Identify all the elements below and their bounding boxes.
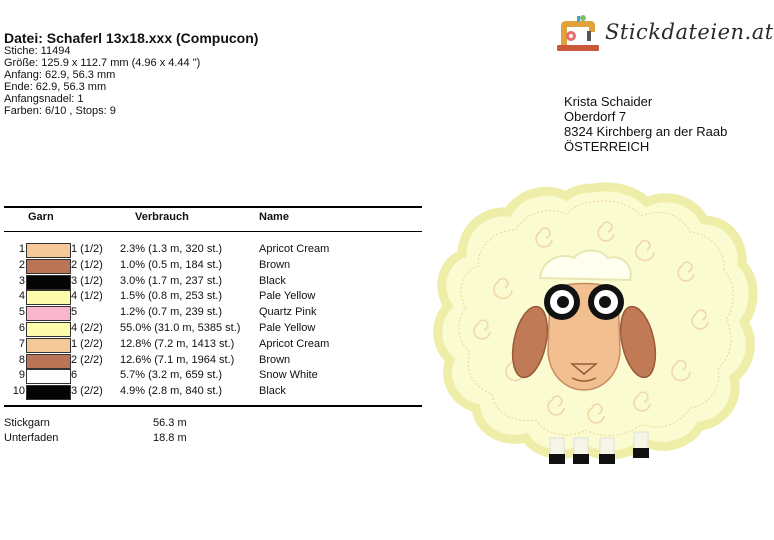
table-row — [4, 274, 424, 290]
table-row — [4, 337, 424, 353]
file-metadata — [4, 45, 200, 117]
total-label-bobbin: Unterfaden — [4, 432, 59, 444]
thread-code: 2 (1/2) — [71, 258, 103, 271]
color-swatch — [26, 259, 71, 274]
thread-code: 1 (2/2) — [71, 337, 103, 350]
thread-usage: 55.0% (31.0 m, 5385 st.) — [120, 321, 241, 334]
table-row — [4, 242, 424, 258]
thread-name: Apricot Cream — [259, 243, 330, 255]
thread-code: 4 (2/2) — [71, 321, 103, 334]
thread-usage: 3.0% (1.7 m, 237 st.) — [120, 274, 223, 287]
colors-stops: Farben: 6/10 , Stops: 9 — [4, 105, 116, 117]
total-label-thread: Stickgarn — [4, 417, 50, 429]
thread-code: 4 (1/2) — [71, 290, 103, 303]
thread-code: 2 (2/2) — [71, 353, 103, 366]
row-number: 1 — [18, 243, 25, 255]
table-row — [4, 305, 424, 321]
row-number: 6 — [18, 321, 25, 334]
table-bottom-rule — [4, 405, 422, 407]
table-row — [4, 258, 424, 274]
table-row — [4, 353, 424, 369]
brand-logo — [555, 14, 774, 54]
thread-usage: 1.2% (0.7 m, 239 st.) — [120, 306, 223, 319]
thread-usage: 5.7% (3.2 m, 659 st.) — [120, 369, 223, 382]
thread-name: Pale Yellow — [259, 321, 316, 334]
row-number: 4 — [18, 290, 25, 303]
color-swatch — [26, 275, 71, 290]
thread-name: Snow White — [259, 369, 318, 382]
row-number: 9 — [18, 369, 25, 382]
thread-usage: 1.0% (0.5 m, 184 st.) — [120, 258, 223, 271]
address-name: Krista Schaider — [564, 94, 653, 109]
color-swatch — [26, 243, 71, 258]
color-swatch — [26, 290, 71, 305]
thread-code: 5 — [71, 306, 78, 319]
color-swatch — [26, 354, 71, 369]
thread-name: Black — [259, 274, 286, 287]
header-garn: Garn — [28, 211, 54, 223]
start-position: Anfang: 62.9, 56.3 mm — [4, 69, 116, 81]
thread-code: 6 — [71, 369, 78, 382]
thread-table-body — [4, 242, 424, 400]
thread-name: Quartz Pink — [259, 306, 317, 319]
thread-usage: 1.5% (0.8 m, 253 st.) — [120, 290, 223, 303]
brand-name: Stickdateien.at — [605, 20, 774, 44]
row-number: 8 — [18, 353, 25, 366]
address-street: Oberdorf 7 — [564, 109, 627, 124]
thread-usage: 4.9% (2.8 m, 840 st.) — [120, 385, 223, 398]
thread-code: 3 (2/2) — [71, 385, 103, 398]
row-number: 7 — [18, 337, 25, 350]
table-row — [4, 289, 424, 305]
color-swatch — [26, 385, 71, 400]
address-country: ÖSTERREICH — [564, 139, 650, 154]
thread-name: Pale Yellow — [259, 290, 316, 303]
row-number: 5 — [18, 306, 25, 319]
address-city: 8324 Kirchberg an der Raab — [564, 124, 728, 139]
thread-code: 3 (1/2) — [71, 274, 103, 287]
thread-usage: 12.8% (7.2 m, 1413 st.) — [120, 337, 235, 350]
table-row — [4, 384, 424, 400]
end-position: Ende: 62.9, 56.3 mm — [4, 81, 107, 93]
file-title: Datei: Schaferl 13x18.xxx (Compucon) — [4, 30, 259, 46]
color-swatch — [26, 369, 71, 384]
thread-usage: 12.6% (7.1 m, 1964 st.) — [120, 353, 235, 366]
table-row — [4, 321, 424, 337]
header-name: Name — [259, 211, 289, 223]
design-size: Größe: 125.9 x 112.7 mm (4.96 x 4.44 ") — [4, 57, 201, 69]
thread-name: Black — [259, 385, 286, 398]
thread-name: Brown — [259, 258, 291, 271]
thread-name: Apricot Cream — [259, 337, 330, 350]
thread-name: Brown — [259, 353, 291, 366]
table-row — [4, 368, 424, 384]
stitch-count: Stiche: 11494 — [4, 45, 71, 57]
color-swatch — [26, 306, 71, 321]
address-block — [564, 94, 727, 154]
sheep-embroidery-preview — [432, 182, 755, 472]
row-number: 3 — [18, 274, 25, 287]
table-header-rule — [4, 231, 422, 232]
table-top-rule — [4, 206, 422, 208]
total-value-thread: 56.3 m — [153, 417, 187, 429]
color-swatch — [26, 322, 71, 337]
header-usage: Verbrauch — [135, 211, 189, 223]
color-swatch — [26, 338, 71, 353]
row-number: 2 — [18, 258, 25, 271]
thread-code: 1 (1/2) — [71, 243, 103, 255]
row-number: 10 — [12, 385, 25, 398]
total-value-bobbin: 18.8 m — [153, 432, 187, 444]
sewing-machine-icon — [555, 14, 601, 54]
start-needle: Anfangsnadel: 1 — [4, 93, 84, 105]
thread-usage: 2.3% (1.3 m, 320 st.) — [120, 243, 223, 255]
